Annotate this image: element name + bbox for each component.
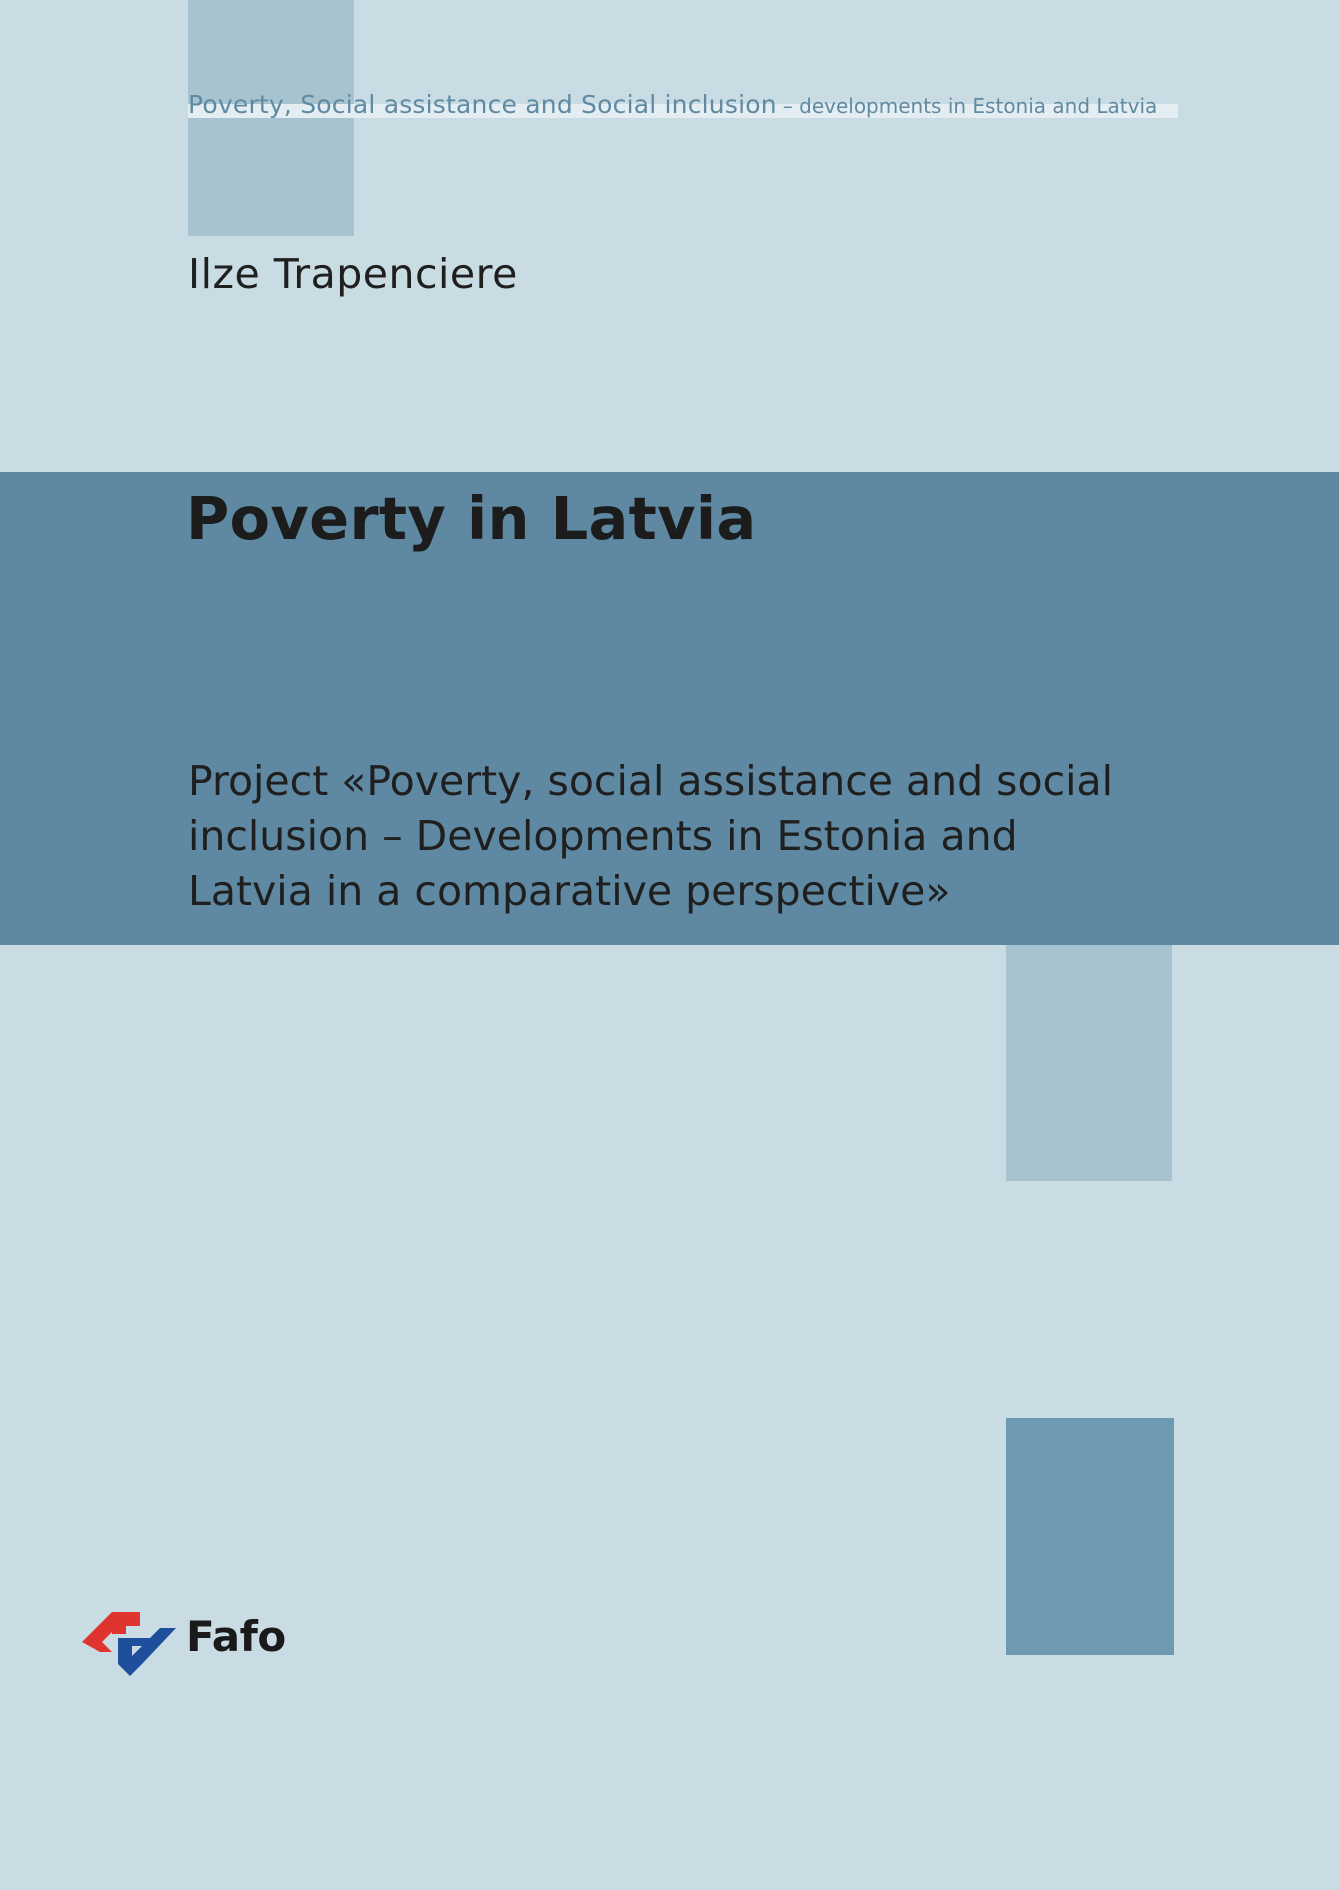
publisher-name: Fafo	[186, 1612, 286, 1661]
subtitle-line-2: inclusion – Developments in Estonia and	[188, 812, 1018, 860]
publisher-logo	[82, 1604, 302, 1676]
series-main-title: Poverty, Social assistance and Social inclusion	[188, 90, 777, 119]
subtitle-line-1: Project «Poverty, social assistance and social	[188, 757, 1114, 805]
book-subtitle	[188, 754, 1208, 919]
series-subtitle: – developments in Estonia and Latvia	[782, 94, 1158, 118]
decorative-block-middle	[1006, 945, 1172, 1181]
book-title: Poverty in Latvia	[186, 484, 757, 553]
series-title	[188, 90, 1178, 120]
fafo-logo-icon	[82, 1604, 178, 1676]
author-name: Ilze Trapenciere	[188, 250, 518, 298]
decorative-block-lower	[1006, 1418, 1174, 1655]
subtitle-line-3: Latvia in a comparative perspective»	[188, 867, 951, 915]
